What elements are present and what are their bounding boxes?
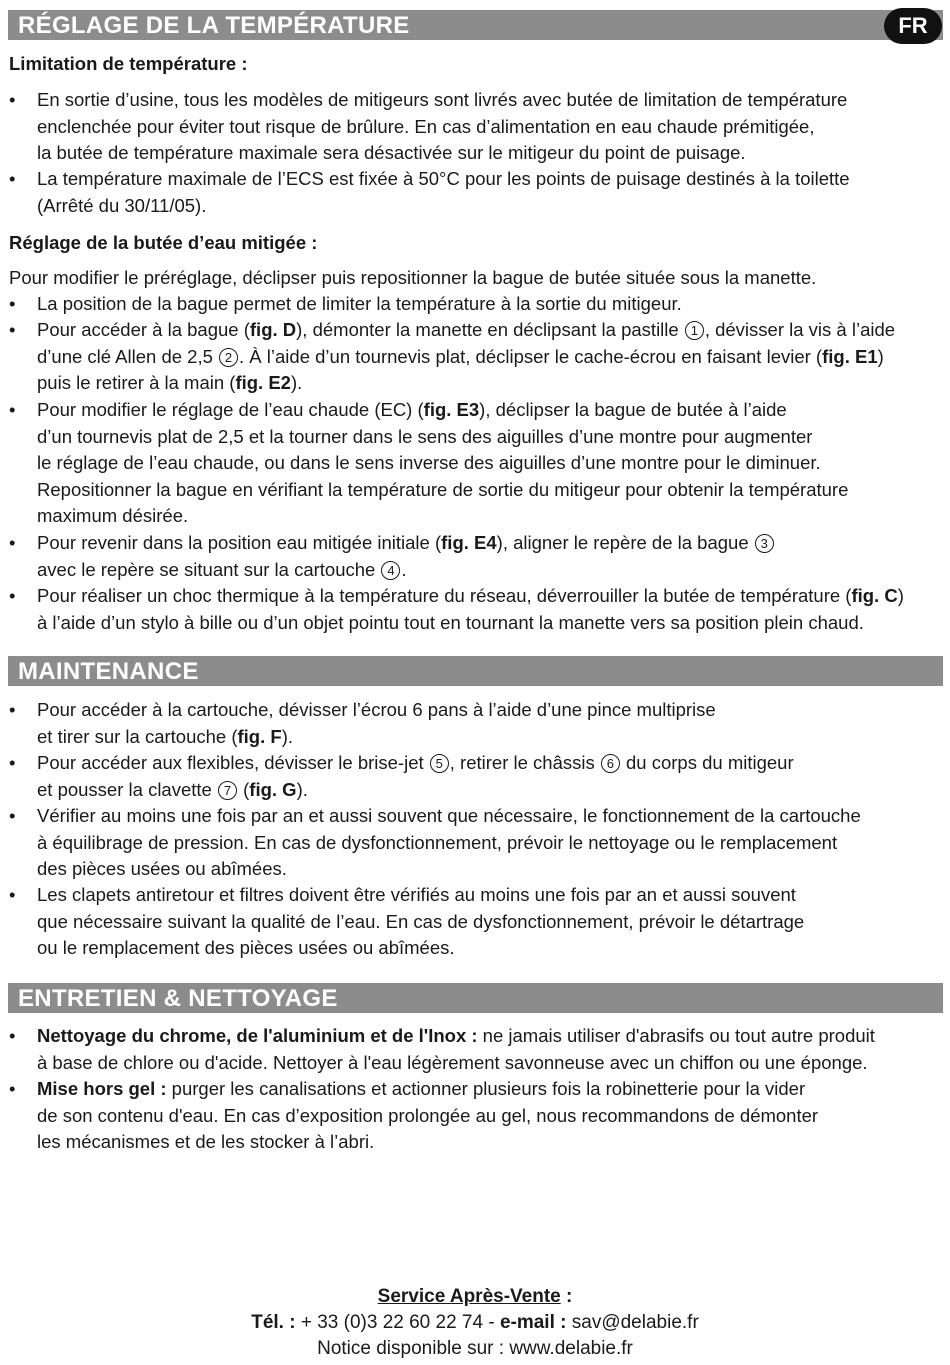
fig-reference: fig. G [249,778,297,800]
text-line: Nettoyage du chrome, de l'aluminium et de l'Inox : ne jamais utiliser d'abrasifs ou tout autre produit [37,1025,875,1046]
bullet: • [9,752,16,773]
list-item-text [37,530,775,583]
list-item-text [37,1023,875,1076]
text-line: Pour modifier le réglage de l’eau chaude (EC) (fig. E3), déclipser la bague de butée à l’aide [37,399,787,420]
subheading-reglage: Réglage de la butée d’eau mitigée : [9,232,318,253]
bullet: • [9,585,16,606]
text-line: la butée de température maximale sera désactivée sur le mitigeur du point de puisage. [37,142,746,163]
fig-reference: fig. C [851,585,898,606]
callout-number: 1 [685,321,704,340]
text-line: enclenchée pour éviter tout risque de brûlure. En cas d’alimentation en eau chaude prémitigée, [37,115,815,137]
bold-lead: Mise hors gel : [37,1078,167,1099]
text-line: les mécanismes et de les stocker à l’abri. [37,1131,375,1152]
callout-number: 7 [218,781,237,800]
fig-reference: fig. F [237,725,282,747]
service-title: Service Après-Vente [377,1286,561,1307]
bullet: • [9,532,16,553]
bullet: • [9,884,16,905]
callout-number: 6 [601,754,620,773]
list-item-text [37,697,716,750]
list-item-text [37,166,850,219]
section-title: RÉGLAGE DE LA TEMPÉRATURE [18,12,410,39]
section-header-temperature [8,10,943,40]
text-line: que nécessaire suivant la qualité de l’eau. En cas de dysfonctionnement, prévoir le détartrage [37,910,805,932]
list-item-text [37,317,895,397]
list-item-text [37,1076,818,1156]
text-line: Vérifier au moins une fois par an et aussi souvent que nécessaire, le fonctionnement de la cartouche [37,805,861,826]
bullet: • [9,805,16,826]
fig-reference: fig. E2 [235,372,291,393]
list-item-text [37,397,848,530]
fig-reference: fig. E1 [822,345,878,367]
email-link[interactable]: sav@delabie.fr [566,1312,699,1333]
section-header-maintenance [8,656,943,686]
text-line: et pousser la clavette 7 (fig. G). [37,778,308,800]
section-title: MAINTENANCE [18,658,199,685]
list-item-text [37,87,847,167]
text-line: Pour accéder aux flexibles, dévisser le brise-jet 5 , retirer le châssis 6 du corps du mitigeur [37,752,794,773]
bullet: • [9,399,16,420]
text-line: La température maximale de l’ECS est fixée à 50°C pour les points de puisage destinés à la toilette [37,168,850,189]
list-item-text [37,291,682,318]
text-line: Mise hors gel : purger les canalisations et actionner plusieurs fois la robinetterie pour la vider [37,1078,806,1099]
text-line: (Arrêté du 30/11/05). [37,194,207,216]
bullet: • [9,1025,16,1046]
text-line: de son contenu d'eau. En cas d’exposition prolongée au gel, nous recommandons de démonter [37,1104,819,1126]
bullet: • [9,89,16,110]
text-line: Les clapets antiretour et filtres doivent être vérifiés au moins une fois par an et aussi souvent [37,884,796,905]
bullet: • [9,168,16,189]
section-header-entretien [8,983,943,1013]
fig-reference: fig. E3 [423,399,480,420]
text-line: Pour accéder à la bague (fig. D), démonter la manette en déclipsant la pastille 1 , dévisser la vis à l’aide [37,319,896,340]
text-line: ou le remplacement des pièces usées ou abîmées. [37,937,455,958]
footer-service-title [0,1284,950,1310]
text-line: des pièces usées ou abîmées. [37,858,287,879]
text-line: d’une clé Allen de 2,5 2 . À l’aide d’un tournevis plat, déclipser le cache-écrou en faisant levier (fig. E1) [37,345,884,367]
list-item-text [37,803,861,883]
callout-number: 4 [381,561,400,580]
list-item-text [37,882,804,962]
intro-paragraph: Pour modifier le préréglage, déclipser puis repositionner la bague de butée située sous la manette. [9,267,817,288]
text-line: avec le repère se situant sur la cartouche 4 . [37,558,407,580]
section-title: ENTRETIEN & NETTOYAGE [18,985,338,1012]
text-line: Pour revenir dans la position eau mitigée initiale (fig. E4), aligner le repère de la bague 3 [37,530,775,557]
text-line: à base de chlore ou d'acide. Nettoyer à l'eau légèrement savonneuse avec un chiffon ou une éponge. [37,1051,868,1073]
list-item-text [37,750,794,803]
bullet: • [9,319,16,340]
text-line: Pour réaliser un choc thermique à la température du réseau, déverrouiller la butée de température (fig. C) [37,585,904,606]
fig-reference: fig. D [249,319,297,340]
tel-value: + 33 (0)3 22 60 22 74 - [295,1312,500,1333]
text-line: La position de la bague permet de limiter la température à la sortie du mitigeur. [37,293,682,314]
text-line: et tirer sur la cartouche (fig. F). [37,725,293,747]
text-line: Repositionner la bague en vérifiant la température de sortie du mitigeur pour obtenir la température [37,478,849,500]
text-line: En sortie d’usine, tous les modèles de mitigeurs sont livrés avec butée de limitation de température [37,89,848,110]
text-line: maximum désirée. [37,505,189,526]
callout-number: 2 [219,348,238,367]
bold-lead: Nettoyage du chrome, de l'aluminium et de l'Inox : [37,1025,478,1046]
text-line: puis le retirer à la main (fig. E2). [37,372,303,393]
callout-number: 5 [430,754,449,773]
text-line: Pour accéder à la cartouche, dévisser l’écrou 6 pans à l’aide d’une pince multiprise [37,699,716,720]
service-colon: : [560,1286,573,1307]
tel-label: Tél. : [251,1312,296,1333]
email-label: e-mail : [499,1312,567,1333]
text-line: d’un tournevis plat de 2,5 et la tourner dans le sens des aiguilles d’une montre pour augmenter [37,425,813,447]
footer-contact [0,1310,950,1336]
bullet: • [9,293,16,314]
subheading-limitation: Limitation de température : [9,53,248,74]
footer-notice: Notice disponible sur : www.delabie.fr [317,1338,633,1359]
text-line: à l’aide d’un stylo à bille ou d’un objet pointu tout en tournant la manette vers sa position plein chaud. [37,611,864,633]
bullet: • [9,699,16,720]
callout-number: 3 [755,534,774,553]
text-line: le réglage de l’eau chaude, ou dans le sens inverse des aiguilles d’une montre pour le diminuer. [37,452,821,473]
list-item-text [37,583,904,636]
text-line: à équilibrage de pression. En cas de dysfonctionnement, prévoir le nettoyage ou le remplacement [37,831,838,853]
language-badge: FR [884,8,942,44]
fig-reference: fig. E4 [441,532,497,553]
bullet: • [9,1078,16,1099]
